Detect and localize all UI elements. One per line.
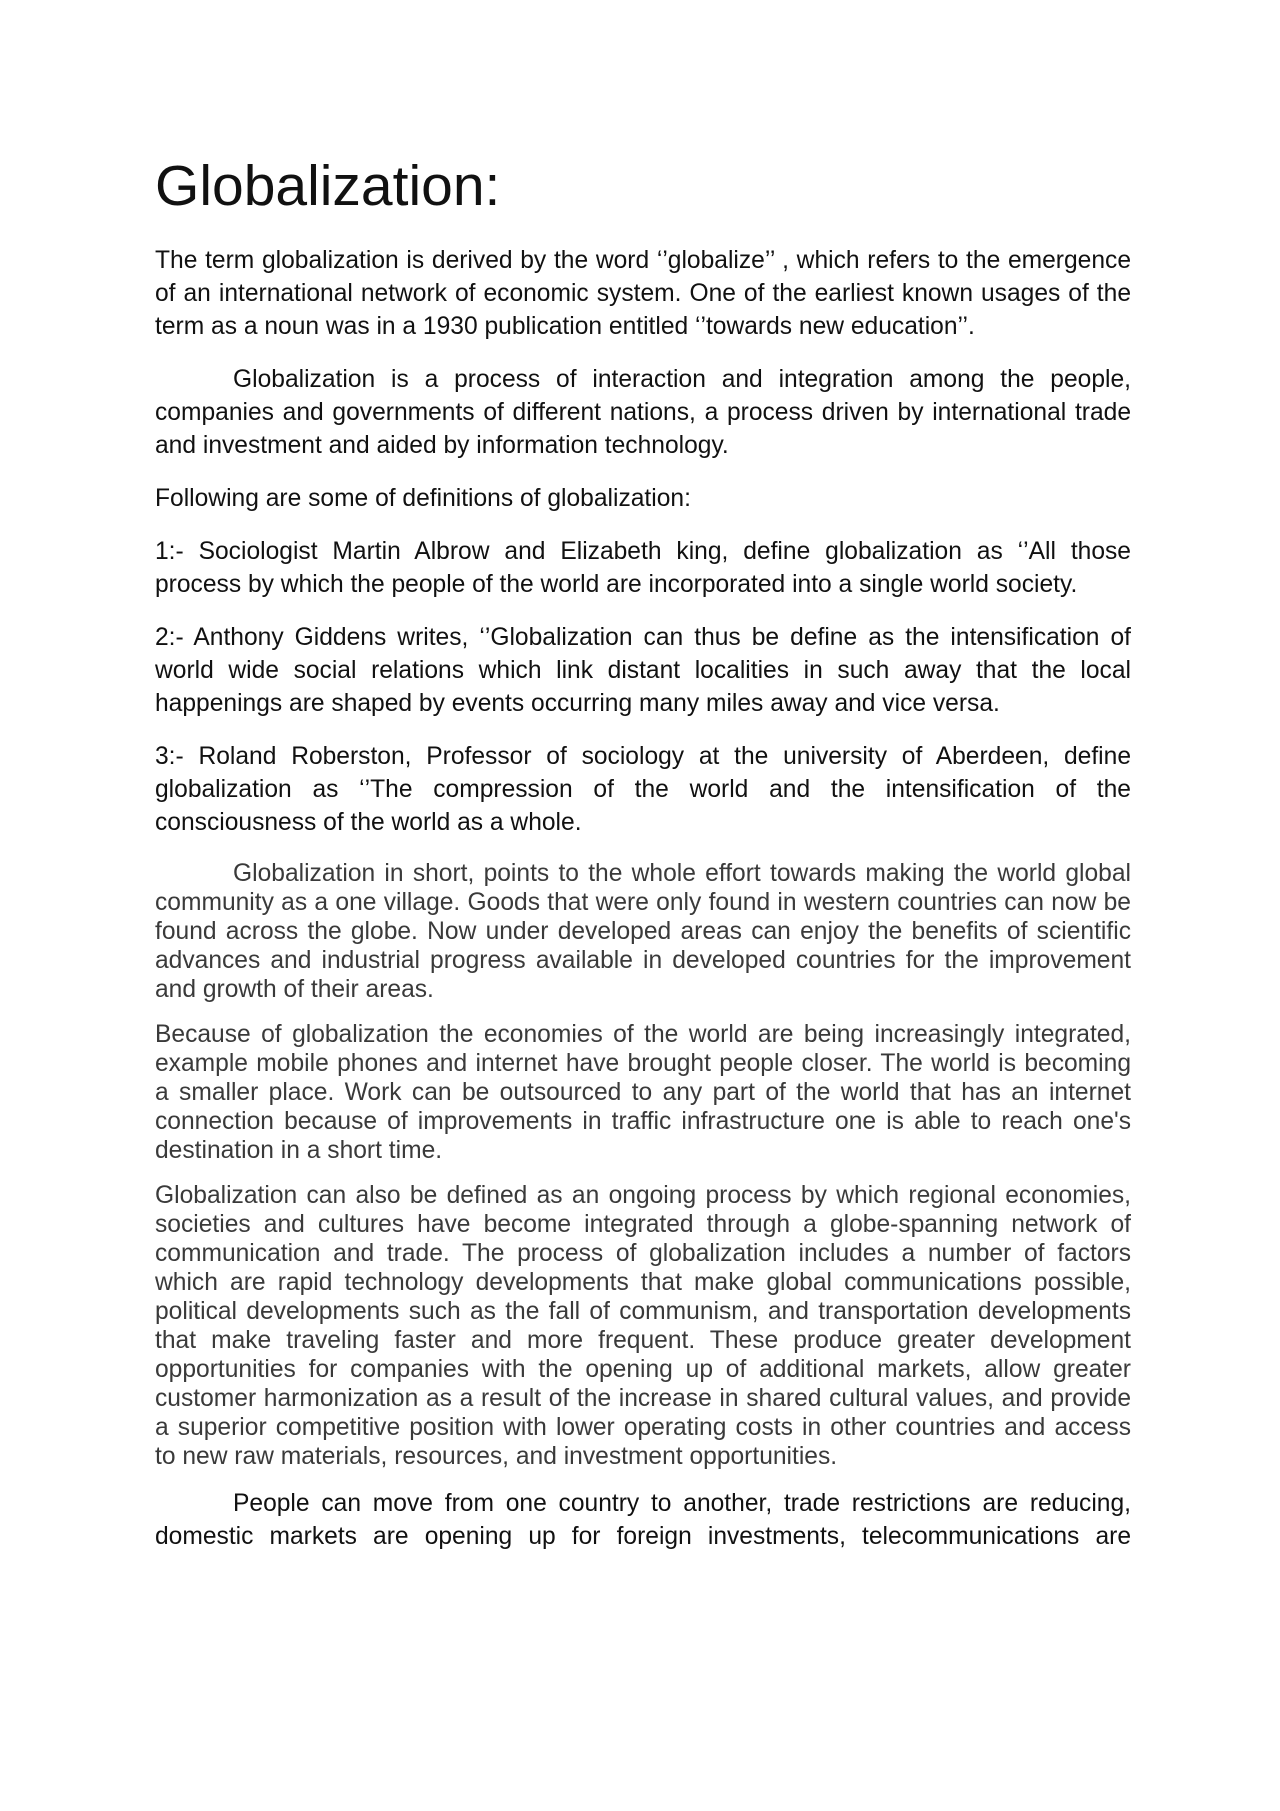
paragraph-process-definition: Globalization is a process of interaction and integration among the people, companies and governments of different nations, a process driven by international trade and investment and aided by information technology. xyxy=(155,366,1131,459)
paragraph-people-move: People can move from one country to another, trade restrictions are reducing, domestic markets are opening up for foreign investments, telecommunications are xyxy=(155,1490,1131,1550)
definition-item-2: 2:- Anthony Giddens writes, ‘’Globalization can thus be define as the intensification of world wide social relations which link distant localities in such away that the local happenings are shaped by events occurring many miles away and vice versa. xyxy=(155,624,1131,717)
definition-item-1: 1:- Sociologist Martin Albrow and Elizabeth king, define globalization as ‘’All those process by which the people of the world are incorporated into a single world society. xyxy=(155,538,1131,598)
paragraph-definitions-intro: Following are some of definitions of globalization: xyxy=(155,485,691,512)
paragraph-global-village: Globalization in short, points to the whole effort towards making the world global community as a one village. Goods that were only found in western countries can now be found across the globe. Now under developed areas can enjoy the benefits of scientific advances and industrial progress available in developed countries for the improvement and growth of their areas. xyxy=(155,860,1131,1003)
paragraph-ongoing-process: Globalization can also be defined as an ongoing process by which regional economies, societies and cultures have become integrated through a globe-spanning network of communication and trade. The process of globalization includes a number of factors which are rapid technology developments that make global communications possible, political developments such as the fall of communism, and transportation developments that make traveling faster and more frequent. These produce greater development opportunities for companies with the opening up of additional markets, allow greater customer harmonization as a result of the increase in shared cultural values, and provide a superior competitive position with lower operating costs in other countries and access to new raw materials, resources, and investment opportunities. xyxy=(155,1182,1131,1470)
paragraph-term-origin: The term globalization is derived by the word ‘’globalize’’ , which refers to the emergence of an international network of economic system. One of the earliest known usages of the term as a noun was in a 1930 publication entitled ‘’towards new education’’. xyxy=(155,247,1131,340)
definition-item-3: 3:- Roland Roberston, Professor of sociology at the university of Aberdeen, define globalization as ‘’The compression of the world and the intensification of the consciousness of the world as a whole. xyxy=(155,743,1131,836)
paragraph-economies-integrated: Because of globalization the economies of the world are being increasingly integrated, example mobile phones and internet have brought people closer. The world is becoming a smaller place. Work can be outsourced to any part of the world that has an internet connection because of improvements in traffic infrastructure one is able to reach one's destination in a short time. xyxy=(155,1021,1131,1164)
document-body xyxy=(155,150,1131,1553)
page-title: Globalization: xyxy=(155,154,501,218)
